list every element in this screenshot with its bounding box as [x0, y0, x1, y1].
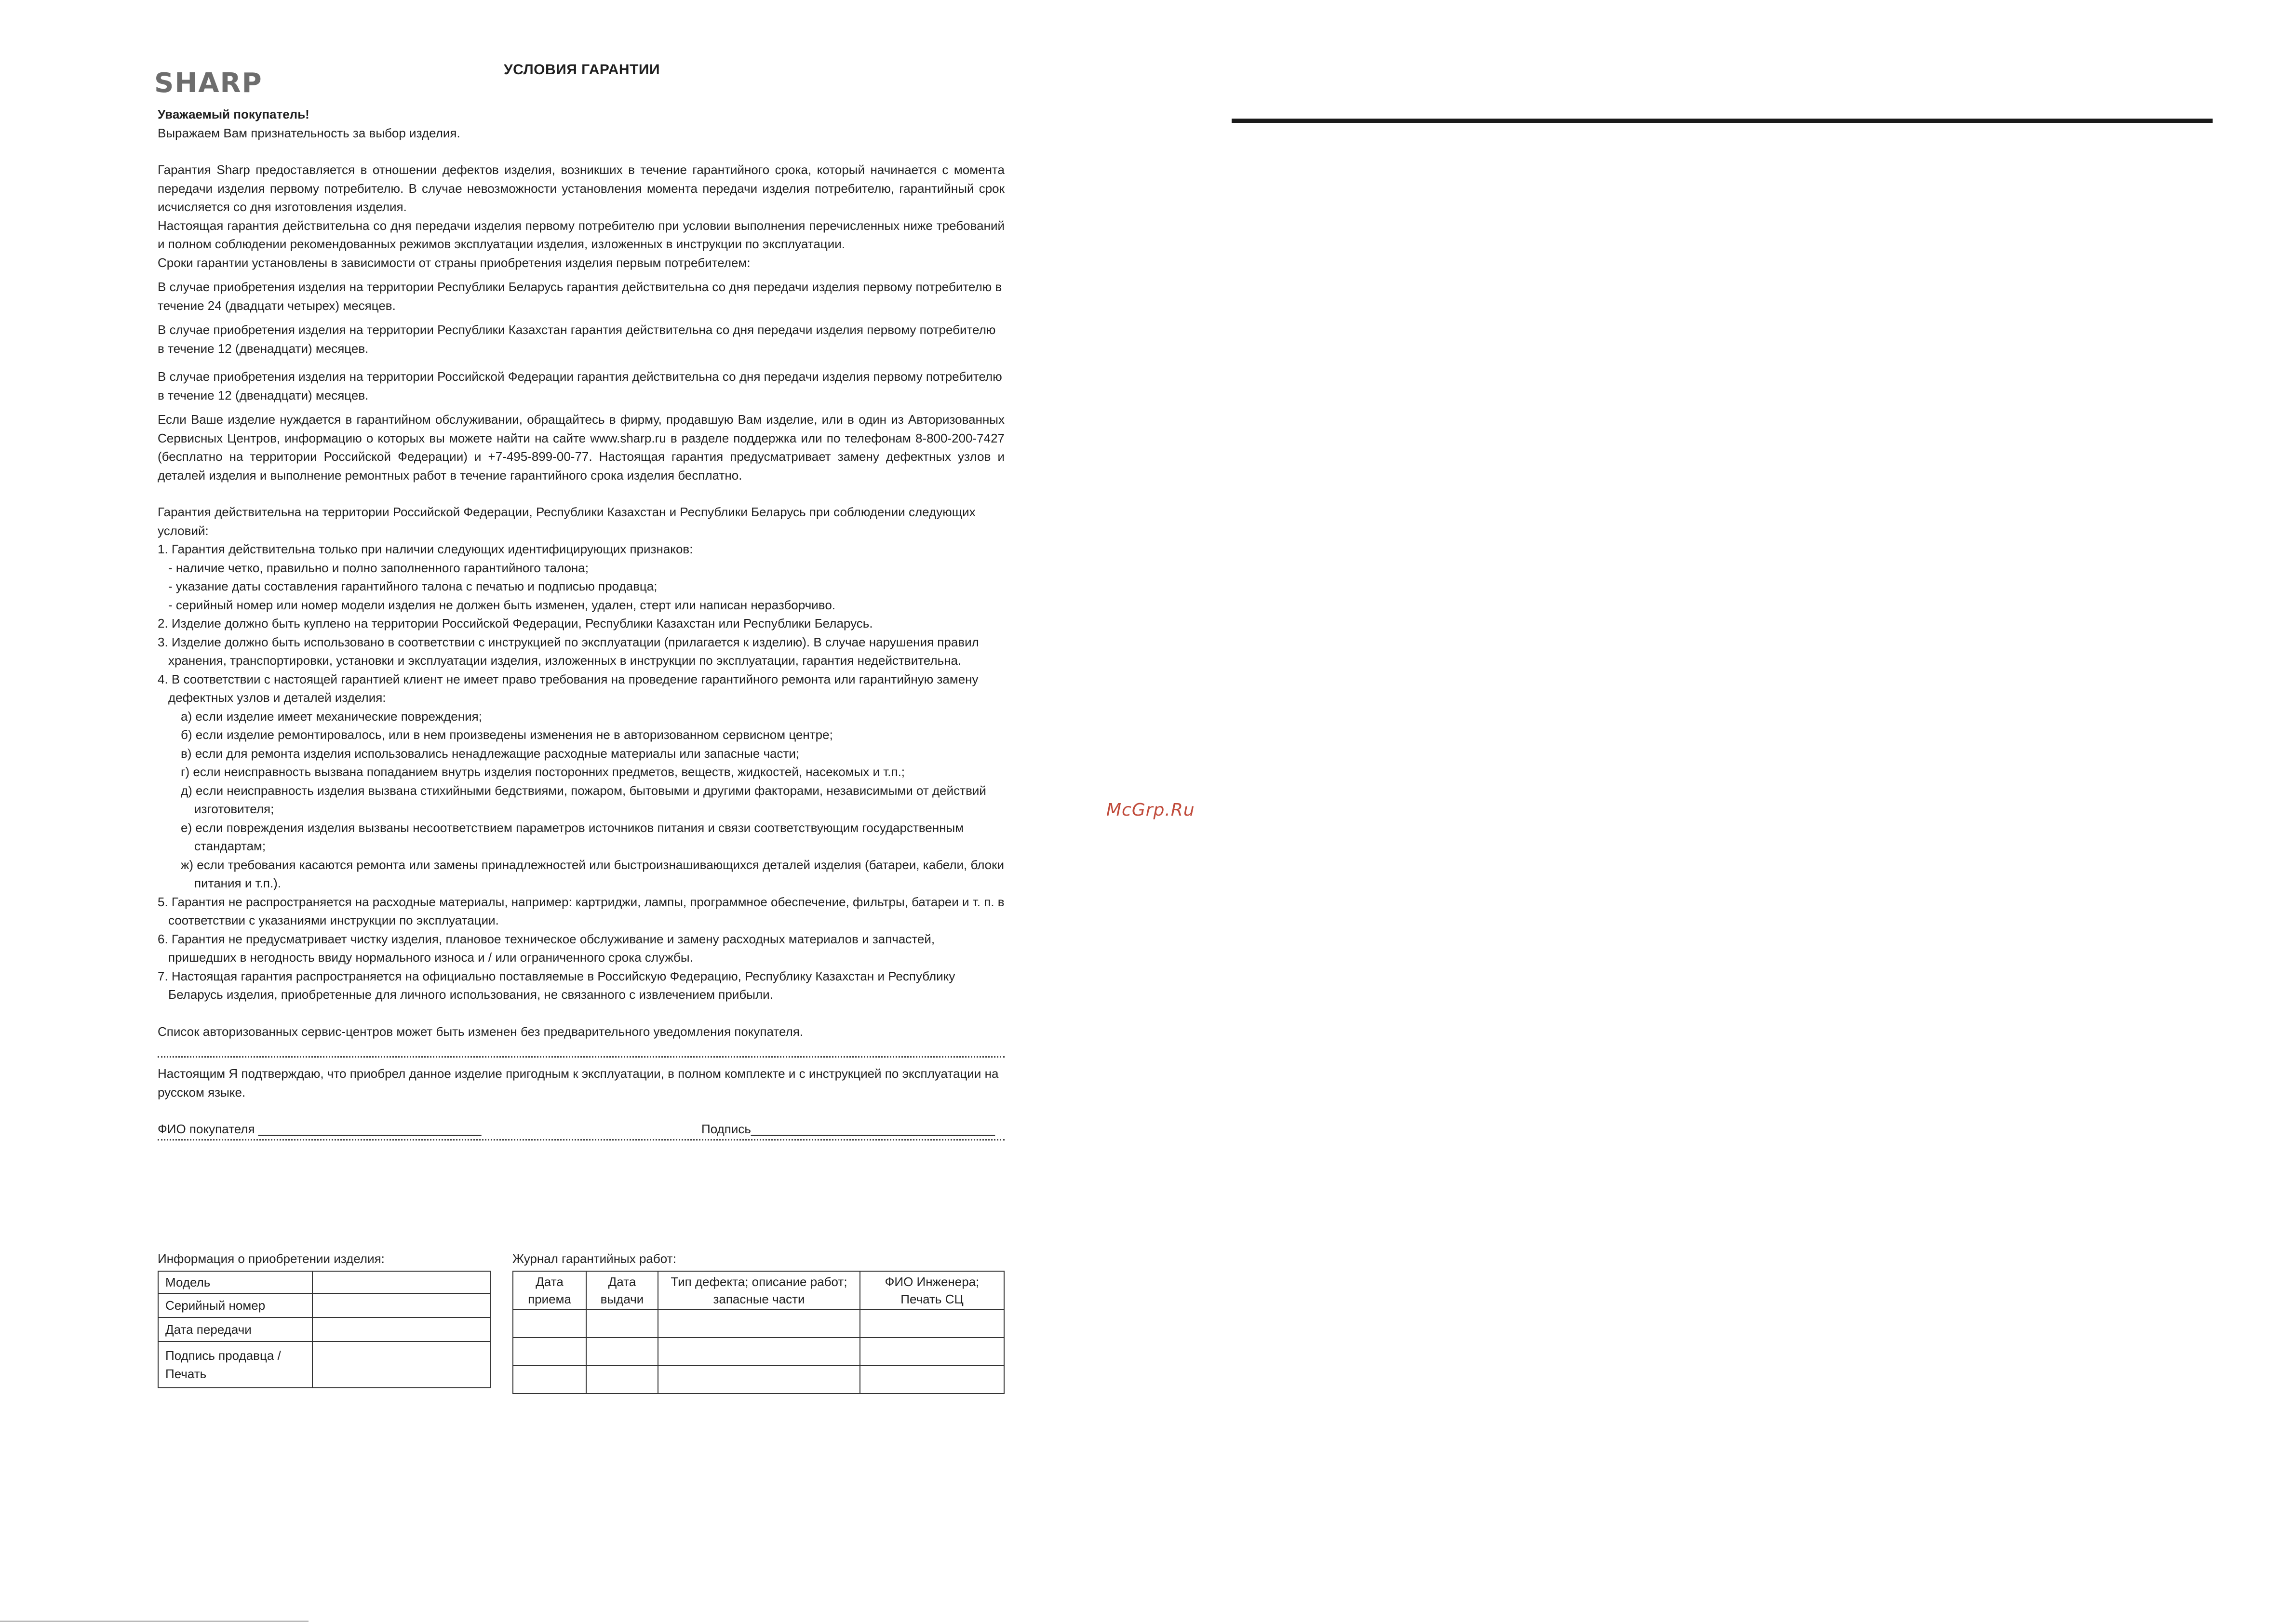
condition-item: 2. Изделие должно быть куплено на территории Российской Федерации, Республики Казахстан или Республики Беларусь. [158, 616, 873, 631]
table-cell-label: Модель [158, 1271, 312, 1293]
condition-subitem: в) если для ремонта изделия использовались ненадлежащие расходные материалы или запасные части; [181, 746, 800, 761]
table-row [158, 1293, 490, 1317]
condition-subitem: - указание даты составления гарантийного талона с печатью и подписью продавца; [168, 579, 658, 593]
term-belarus: В случае приобретения изделия на территории Республики Беларусь гарантия действительна со дня передачи изделия первому потребителю в течение 24 (двадцати четырех) месяцев. [158, 280, 1002, 313]
warranty-text [158, 105, 1005, 1147]
column-header: Тип дефекта; описание работ; запасные части [658, 1271, 860, 1310]
column-header: Дата приема [513, 1271, 586, 1310]
table-cell-input[interactable] [860, 1338, 1004, 1366]
table-row [158, 1317, 490, 1342]
table-cell-input[interactable] [312, 1271, 490, 1293]
table-cell-input[interactable] [513, 1310, 586, 1338]
table-cell-input[interactable] [312, 1317, 490, 1342]
condition-item: 5. Гарантия не распространяется на расходные материалы, например: картриджи, лампы, программное обеспечение, фильтры, батареи и т. п. в соответствии с указаниями инструкции по эксплуатации. [158, 894, 1005, 927]
condition-subitem: б) если изделие ремонтировалось, или в нем произведены изменения не в авторизованном сервисном центре; [181, 727, 833, 742]
table-row [513, 1338, 1004, 1366]
condition-item: 3. Изделие должно быть использовано в соответствии с инструкцией по эксплуатации (прилагается к изделию). В случае нарушения правил хранения, транспортировки, установки и эксплуатации изделия, изложенных в инструкции по эксплуатации, гарантия недействительна. [158, 634, 979, 668]
signature-row [158, 1120, 1005, 1139]
buyer-name-field[interactable]: ФИО покупателя ________________________________ [158, 1122, 482, 1136]
term-russia: В случае приобретения изделия на территории Российской Федерации гарантия действительна со дня передачи изделия первому потребителю в течение 12 (двенадцати) месяцев. [158, 369, 1002, 403]
table-cell-input[interactable] [312, 1293, 490, 1317]
condition-subitem: - серийный номер или номер модели изделия не должен быть изменен, удален, стерт или написан неразборчиво. [168, 597, 836, 612]
condition-subitem: е) если повреждения изделия вызваны несоответствием параметров источников питания и связи соответствующим государственным стандартам; [181, 820, 964, 853]
intro-paragraph: Гарантия Sharp предоставляется в отношении дефектов изделия, возникших в течение гарантийного срока, который начинается с момента передачи изделия первому потребителю. В случае невозможности установления момента передачи изделия потребителю, гарантийный срок исчисляется со дня изготовления изделия. [158, 162, 1005, 214]
table-cell-input[interactable] [658, 1366, 860, 1394]
table-cell-input[interactable] [586, 1366, 658, 1394]
cut-line [158, 1056, 1005, 1058]
table-cell-input[interactable] [860, 1366, 1004, 1394]
table-cell-input[interactable] [586, 1338, 658, 1366]
table-row [513, 1310, 1004, 1338]
intro-paragraph: Настоящая гарантия действительна со дня передачи изделия первому потребителю при условии выполнения перечисленных ниже требований и полном соблюдении рекомендованных режимов эксплуатации изделия, изложенных в инструкции по эксплуатации. [158, 218, 1005, 251]
table-row [158, 1342, 490, 1388]
condition-item: 1. Гарантия действительна только при наличии следующих идентифицирующих признаков: [158, 542, 693, 556]
page-title: УСЛОВИЯ ГАРАНТИИ [504, 62, 660, 78]
table-cell-input[interactable] [658, 1310, 860, 1338]
condition-subitem: а) если изделие имеет механические повреждения; [181, 709, 482, 724]
service-list-note: Список авторизованных сервис-центров может быть изменен без предварительного уведомления покупателя. [158, 1024, 804, 1039]
conditions-intro: Гарантия действительна на территории Российской Федерации, Республики Казахстан и Республики Беларусь при соблюдении следующих условий: [158, 505, 976, 538]
condition-item: 4. В соответствии с настоящей гарантией клиент не имеет право требования на проведение гарантийного ремонта или гарантийную замену дефектных узлов и деталей изделия: [158, 671, 979, 705]
service-paragraph: Если Ваше изделие нуждается в гарантийном обслуживании, обращайтесь в фирму, продавшую Вам изделие, или в один из Авторизованных Сервисных Центров, информацию о которых вы можете найти на сайте www.sharp.ru в разделе поддержка или по телефонам 8-800-200-7427 (бесплатно на территории Российской Федерации) и +7-495-899-00-77. Настоящая гарантия предусматривает замену дефектных узлов и деталей изделия и выполнение ремонтных работ в течение гарантийного срока изделия бесплатно. [158, 412, 1005, 483]
table-cell-input[interactable] [513, 1338, 586, 1366]
table-cell-label: Серийный номер [158, 1293, 312, 1317]
purchase-info-caption: Информация о приобретении изделия: [158, 1251, 385, 1266]
terms-intro: Сроки гарантии установлены в зависимости от страны приобретения изделия первым потребителем: [158, 255, 751, 270]
table-header-row [513, 1271, 1004, 1310]
table-cell-input[interactable] [312, 1342, 490, 1388]
forms-area [158, 1251, 1005, 1396]
condition-item: 7. Настоящая гарантия распространяется на официально поставляемые в Российскую Федерацию, Республику Казахстан и Республику Беларусь изделия, приобретенные для личного использования, не связанного с извлечением прибыли. [158, 968, 955, 1002]
table-cell-label: Подпись продавца / Печать [158, 1342, 312, 1388]
condition-subitem: - наличие четко, правильно и полно заполненного гарантийного талона; [168, 560, 589, 575]
confirmation-text: Настоящим Я подтверждаю, что приобрел данное изделие пригодным к эксплуатации, в полном комплекте и с инструкцией по эксплуатации на русском языке. [158, 1066, 999, 1100]
table-cell-input[interactable] [658, 1338, 860, 1366]
cut-line [158, 1139, 1005, 1141]
term-kazakhstan: В случае приобретения изделия на территории Республики Казахстан гарантия действительна со дня передачи изделия первому потребителю в течение 12 (двенадцати) месяцев. [158, 322, 996, 356]
table-cell-label: Дата передачи [158, 1317, 312, 1342]
divider [0, 1621, 309, 1622]
condition-item: 6. Гарантия не предусматривает чистку изделия, плановое техническое обслуживание и замену расходных материалов и запчастей, пришедших в негодность ввиду нормального износа и / или ограниченного срока службы. [158, 931, 935, 965]
watermark-text: McGrp.Ru [1106, 800, 1195, 820]
signature-field[interactable]: Подпись___________________________________ [701, 1122, 995, 1136]
condition-subitem: д) если неисправность изделия вызвана стихийными бедствиями, пожаром, бытовыми и другими факторами, независимыми от действий изготовителя; [181, 783, 986, 816]
table-cell-input[interactable] [586, 1310, 658, 1338]
condition-subitem: г) если неисправность вызвана попаданием внутрь изделия посторонних предметов, веществ, жидкостей, насекомых и т.п.; [181, 765, 905, 779]
table-row [158, 1271, 490, 1293]
thanks-text: Выражаем Вам признательность за выбор изделия. [158, 125, 460, 140]
column-header: Дата выдачи [586, 1271, 658, 1310]
sharp-logo: SHARP [154, 67, 263, 99]
table-row [513, 1366, 1004, 1394]
column-header: ФИО Инженера; Печать СЦ [860, 1271, 1004, 1310]
table-cell-input[interactable] [860, 1310, 1004, 1338]
table-cell-input[interactable] [513, 1366, 586, 1394]
divider [1232, 119, 2213, 123]
work-log-table [512, 1271, 1005, 1394]
condition-subitem: ж) если требования касаются ремонта или замены принадлежностей или быстроизнашивающихся деталей изделия (батареи, кабели, блоки питания и т.п.). [181, 857, 1005, 890]
purchase-info-table [158, 1271, 491, 1388]
work-log-caption: Журнал гарантийных работ: [512, 1251, 676, 1266]
greeting: Уважаемый покупатель! [158, 107, 309, 121]
